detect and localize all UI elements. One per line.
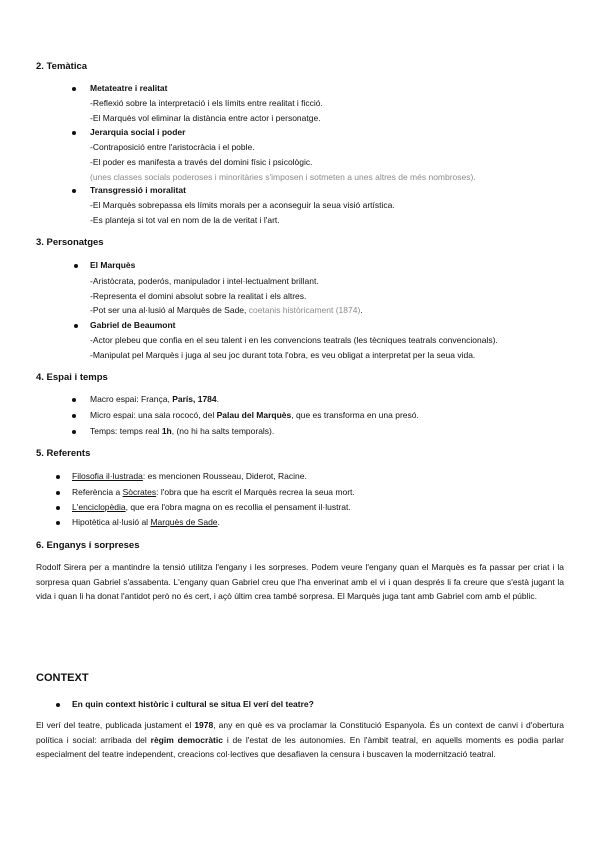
character-name: Gabriel de Beaumont <box>90 320 176 330</box>
text: Macro espai: França, <box>90 394 173 404</box>
section-heading-personatges: 3. Personatges <box>36 237 104 248</box>
reference-link[interactable]: L'enciclopèdia <box>72 502 126 512</box>
topic-line: -El Marquès vol eliminar la distància entre actor i personatge. <box>90 113 321 123</box>
text: , any en què es va proclamar la Constitució Espanyola. És un context de canvi i d'obertura política i social: arribada del <box>36 720 564 745</box>
reference-link[interactable]: Filosofia il·lustrada <box>72 471 143 481</box>
text: El verí del teatre, publicada justament el <box>36 720 195 730</box>
bullet <box>74 324 78 328</box>
section-heading-referents: 5. Referents <box>36 448 91 459</box>
context-paragraph <box>36 718 564 762</box>
bullet <box>56 491 60 495</box>
topic-title: Transgressió i moralitat <box>90 185 186 195</box>
body-paragraph: Rodolf Sirera per a mantindre la tensió utilitza l'engany i les sorpreses. Podem veure l'engany quan el Marquès es fa passar per criat i la sorpresa quan Gabriel s'assabenta. L'engany quan Gabriel creu que l'ha enverinat amb el vi i quan després li fa creure que s'està jugant la vida i quan li ha donat l'antidot però no és cert, i açò últim crea també sorpresa. El Marquès juga tant amb Gabriel com amb el públic. <box>36 562 564 602</box>
bullet <box>74 264 78 268</box>
section-heading-tematica: 2. Temàtica <box>36 61 88 72</box>
text: : l'obra que ha escrit el Marquès recrea la seua mort. <box>156 487 355 497</box>
emphasis: Palau del Marquès <box>216 410 292 420</box>
text: , (no hi ha salts temporals). <box>171 426 275 436</box>
character-line: -Aristòcrata, poderós, manipulador i intel·lectualment brillant. <box>90 276 319 286</box>
space-line <box>90 394 219 404</box>
character-line: -Actor plebeu que confia en el seu talent i en les convencions teatrals (les tècniques teatrals convencionals). <box>90 335 498 345</box>
context-heading: CONTEXT <box>36 672 89 684</box>
text: . <box>217 517 220 527</box>
text: Micro espai: una sala rococó, del <box>90 410 217 420</box>
character-name: El Marquès <box>90 260 136 270</box>
emphasis: París, 1784 <box>172 394 217 404</box>
bullet <box>72 398 76 402</box>
topic-title: Jerarquia social i poder <box>90 127 186 137</box>
character-line-note: coetanis històricament (1874) <box>248 305 361 315</box>
topic-line: -Contraposició entre l'aristocràcia i el poble. <box>90 142 255 152</box>
character-line-text: -Pot ser una al·lusió al Marquès de Sade, <box>90 305 247 315</box>
space-line <box>90 410 419 420</box>
bullet <box>56 506 60 510</box>
character-line: -Manipulat pel Marquès i juga al seu joc durant tota l'obra, es veu obligat a interpretat per la seua vida. <box>90 350 476 360</box>
character-line: -Representa el domini absolut sobre la realitat i els altres. <box>90 291 307 301</box>
character-line <box>90 305 363 315</box>
section-heading-enganys: 6. Enganys i sorpreses <box>36 540 140 551</box>
text: . <box>216 394 220 404</box>
bullet <box>72 414 76 418</box>
reference-link[interactable]: Marquès de Sade <box>150 517 218 527</box>
reference-item <box>72 487 355 497</box>
bullet <box>72 189 76 193</box>
topic-line: -El poder es manifesta a través del domini físic i psicològic. <box>90 157 313 167</box>
topic-line: -El Marquès sobrepassa els límits morals per a aconseguir la seua visió artística. <box>90 200 395 210</box>
topic-title: Metateatre i realitat <box>90 83 168 93</box>
topic-note: (unes classes socials poderoses i minoritàries s'imposen i sotmeten a unes altres de més nombroses). <box>90 172 476 182</box>
emphasis: 1978 <box>194 720 214 730</box>
bullet <box>72 87 76 91</box>
bullet <box>72 430 76 434</box>
topic-line: -Es planteja si tot val en nom de la de veritat i l'art. <box>90 215 280 225</box>
reference-item <box>72 502 351 512</box>
text: Temps: temps real <box>90 426 162 436</box>
section-heading-espai: 4. Espai i temps <box>36 372 108 383</box>
reference-item <box>72 517 220 527</box>
bullet <box>56 703 60 707</box>
text: , que era l'obra magna on es recollia el pensament il·lustrat. <box>125 502 351 512</box>
bullet <box>56 521 60 525</box>
reference-link[interactable]: Sòcrates <box>122 487 157 497</box>
text: , que es transforma en una presó. <box>291 410 419 420</box>
text: Referència a <box>72 487 123 497</box>
time-line <box>90 426 274 436</box>
emphasis: 1h <box>161 426 172 436</box>
text: i de l'estat de les autonomies. En l'àmbit teatral, en aquells moments es podia parlar especialment del teatre independent, creacions col·lectives que desafiaven la censura i buscaven la modernització teatral. <box>36 734 564 760</box>
reference-item <box>72 471 307 481</box>
context-question: En quin context històric i cultural se situa El verí del teatre? <box>72 699 314 709</box>
text: : es mencionen Rousseau, Diderot, Racine. <box>142 471 307 481</box>
text: Hipotètica al·lusió al <box>72 517 151 527</box>
character-line-end: . <box>360 305 363 315</box>
bullet <box>72 131 76 135</box>
emphasis: règim democràtic <box>150 734 223 745</box>
topic-line: -Reflexió sobre la interpretació i els límits entre realitat i ficció. <box>90 98 323 108</box>
bullet <box>56 475 60 479</box>
